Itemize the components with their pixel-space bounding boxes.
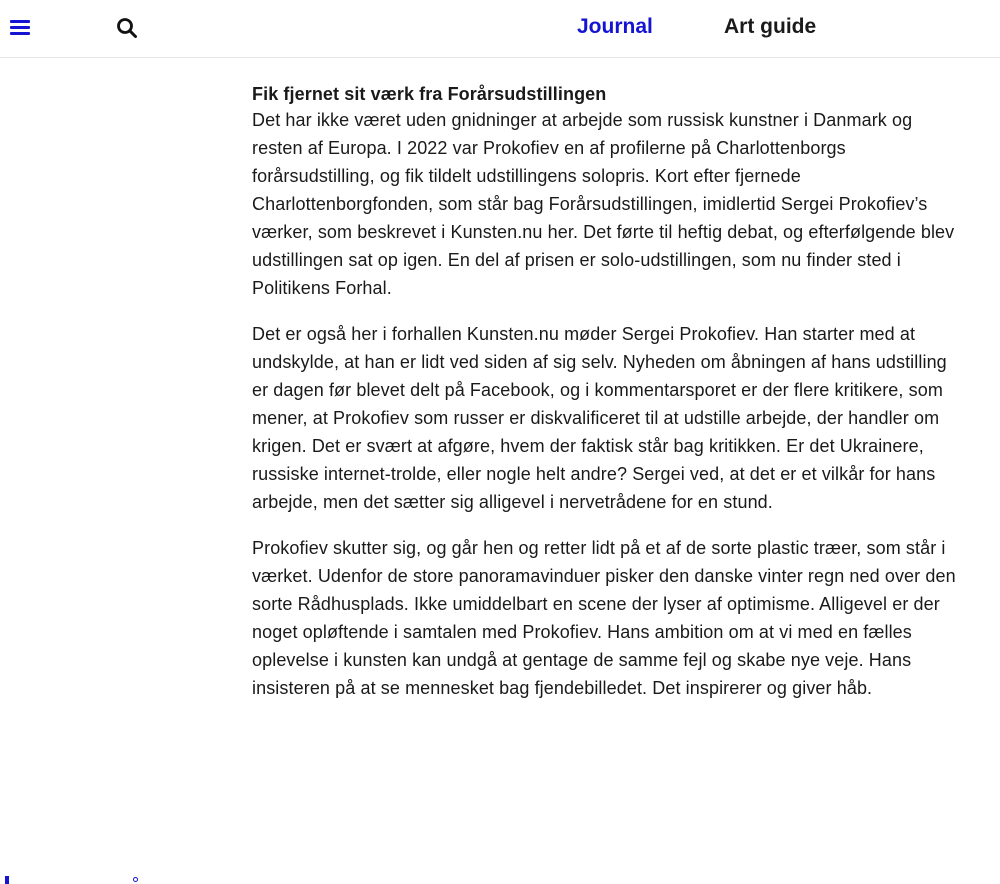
footer-logo-fragment: [5, 876, 9, 884]
nav-journal-link[interactable]: Journal: [577, 15, 653, 38]
article-subheading: Fik fjernet sit værk fra Forårsudstillingen: [252, 84, 607, 104]
article-body: [252, 82, 964, 720]
search-icon[interactable]: [116, 17, 138, 39]
hamburger-menu-icon[interactable]: [10, 18, 30, 36]
article-paragraph-3: Prokofiev skutter sig, og går hen og retter lidt på et af de sorte plastic træer, som står i værket. Udenfor de store panoramavinduer pisker den danske vinter regn ned over den sorte Rådhusplads. Ikke umiddelbart en scene der lyser af optimisme. Alligevel er der noget opløftende i samtalen med Prokofiev. Hans ambition om at vi med en fælles oplevelse i kunsten kan undgå at gentage de samme fejl og skabe nye veje. Hans insisteren på at se mennesket bag fjendebilledet. Det inspirerer og giver håb.: [252, 538, 956, 698]
top-header: [0, 0, 1000, 58]
footer-logo-dot: [133, 877, 138, 882]
article-paragraph-2: Det er også her i forhallen Kunsten.nu møder Sergei Prokofiev. Han starter med at undskylde, at han er lidt ved siden af sig selv. Nyheden om åbningen af hans udstilling er dagen før blevet delt på Facebook, og i kommentarsporet er der flere kritikere, som mener, at Prokofiev som russer er diskvalificeret til at udstille arbejde, der handler om krigen. Det er svært at afgøre, hvem der faktisk står bag kritikken. Er det Ukrainere, russiske internet-trolde, eller nogle helt andre? Sergei ved, at det er et vilkår for hans arbejde, men det sætter sig alligevel i nervetrådene for en stund.: [252, 324, 947, 512]
nav-art-guide-link[interactable]: Art guide: [724, 15, 817, 38]
article-paragraph-1: Det har ikke været uden gnidninger at arbejde som russisk kunstner i Danmark og resten af Europa. I 2022 var Prokofiev en af profilerne på Charlottenborgs forårsudstilling, og fik tildelt udstillingens solopris. Kort efter fjernede Charlottenborgfonden, som står bag Forårsudstillingen, imidlertid Sergei Prokofiev’s værker, som beskrevet i Kunsten.nu her. Det førte til heftig debat, og efterfølgende blev udstillingen sat op igen. En del af prisen er solo-udstillingen, som nu finder sted i Politikens Forhal.: [252, 110, 955, 298]
